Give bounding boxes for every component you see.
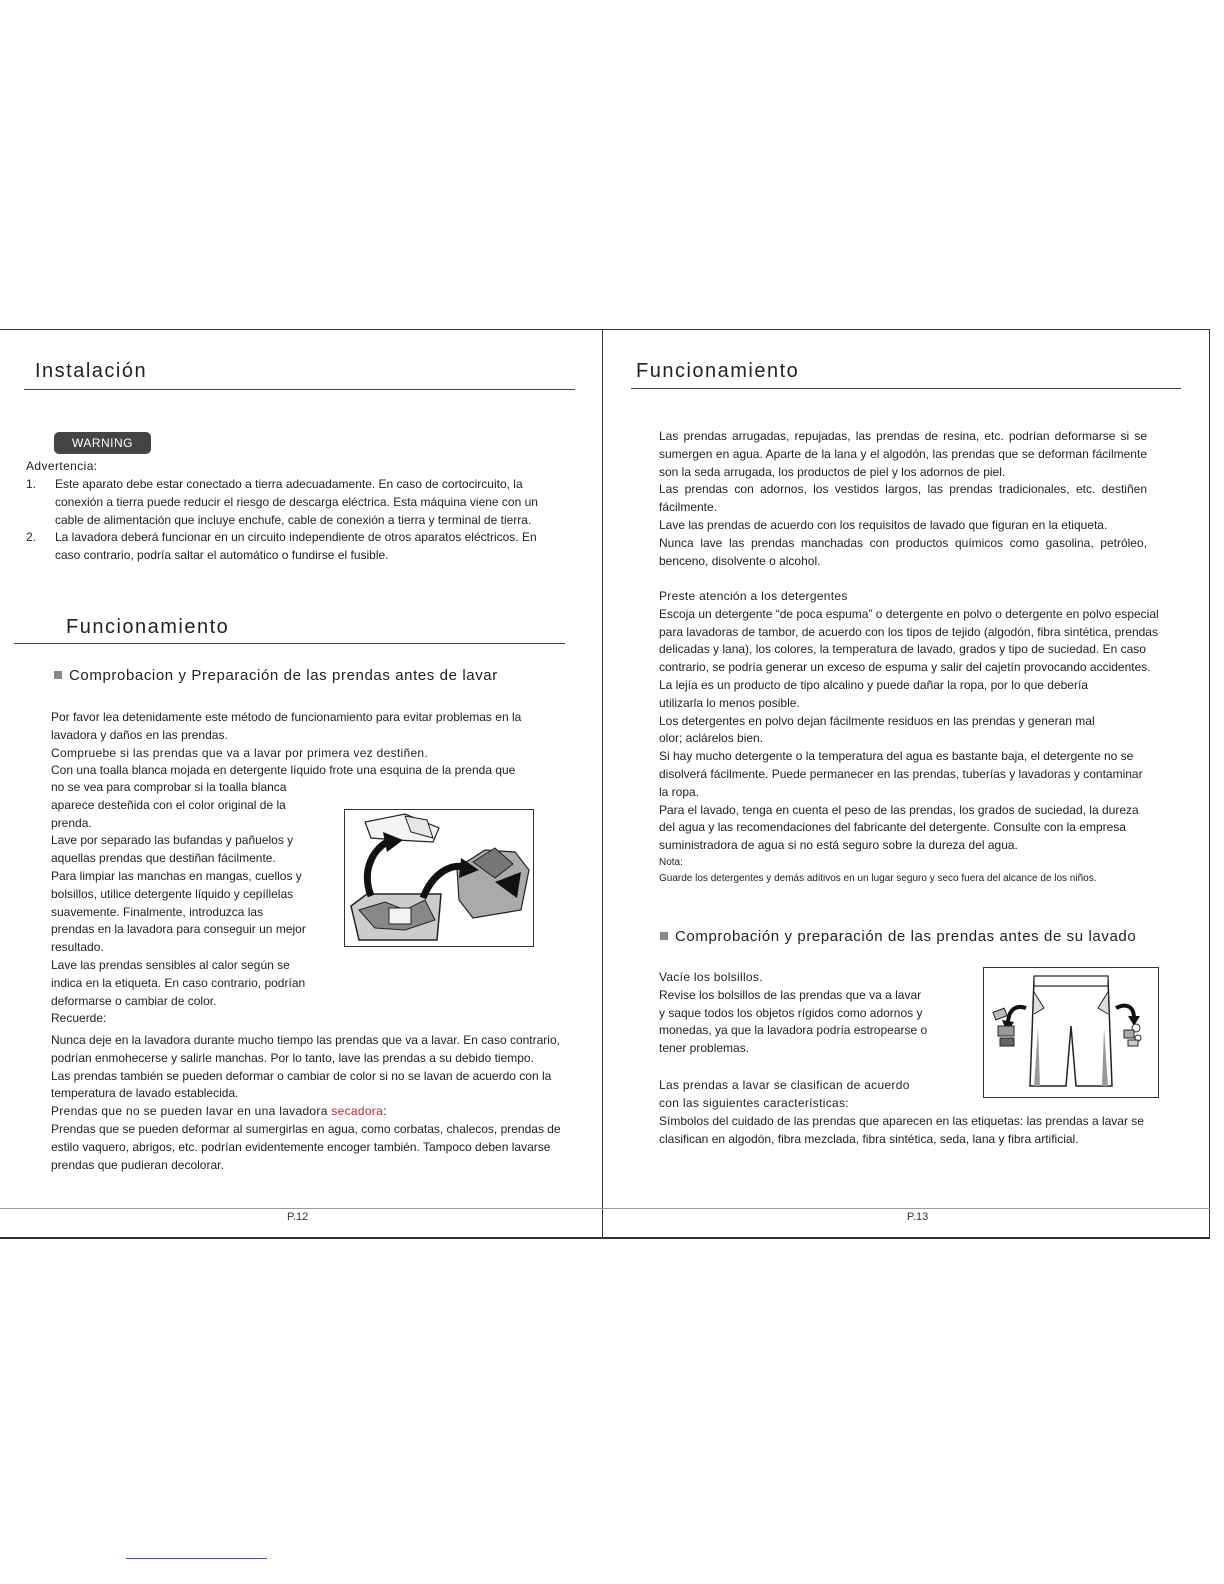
square-bullet-icon [660,932,668,940]
page-number-left: P.12 [287,1211,309,1223]
symbols-section [659,1113,1175,1149]
para-label: Lave las prendas de acuerdo con los requisitos de lavado que figuran en la etiqueta. [659,517,1108,532]
footer-link-underline [126,1558,267,1559]
footer-rule [0,1208,1210,1209]
left-body-bottom [51,1032,591,1174]
para-det5: Para el lavado, tenga en cuenta el peso de las prendas, los grados de suciedad, la dureza del agua y las recomendaciones del fabricante del detergente. Consulte con la empresa suministradora de agua si no está seguro sobre la dureza del agua. [659,802,1139,853]
det-heading: Preste atención a los detergentes [659,589,848,603]
pockets-text: Revise los bolsillos de las prendas que va a lavar y saque todos los objetos rígidos como adornos y monedas, ya que la lavadora podría estropearse o tener problemas. [659,987,928,1056]
para-det2: La lejía es un producto de tipo alcalino y puede dañar la ropa, por lo que debería utilizarla lo menos posible. [659,677,1088,710]
right-title-rule [631,388,1181,389]
nota-label: Nota: [659,856,683,868]
para-scarves: Lave por separado las bufandas y pañuelos y aquellas prendas que destiñan fácilmente. [51,833,294,866]
advertencia-label: Advertencia: [26,459,98,473]
para-heat: Lave las prendas sensibles al calor según se indica en la etiqueta. En caso contrario, podrían deformarse o cambiar de color. [51,957,306,1008]
left-body-narrow [51,779,306,1028]
para-intro: Por favor lea detenidamente este método de funcionamiento para evitar problemas en la lavadora y daños en las prendas. [51,710,522,742]
laundry-basket-icon [345,810,533,946]
right-page-edge [1209,329,1210,1238]
title-rule [24,389,575,390]
para-dryer: Prendas que no se pueden lavar en una lavadora secadora: [51,1104,387,1119]
para-towel-b: no se vea para comprobar si la toalla blanca aparece desteñida con el color original de la prenda. [51,780,287,830]
para-det1: Escoja un detergente “de poca espuma” o detergente en polvo o detergente en polvo especial para lavadoras de tambor, de acuerdo con los tipos de tejido (algodón, fibra sintética, prendas delicadas y lana), los colores, la temperatura de lavado, grados y tipo de suciedad. En caso contrario, se podría generar un exceso de espuma y salir del cajetín provocando accidentes. [659,606,1159,675]
subheading-left: Comprobacion y Preparación de las prendas antes de lavar [54,667,498,684]
spread-bottom-border [0,1237,1210,1239]
para-adornos: Las prendas con adornos, los vestidos largos, las prendas tradicionales, etc. destiñen fácilmente. [659,482,1147,515]
pockets-section [659,969,929,1058]
para-wrinkled: Las prendas arrugadas, repujadas, las prendas de resina, etc. podrían deformarse si se sumergen en agua. Aparte de la lana y el algodón, las prendas que se deforman fácilmente son la seda arrugada, los productos de piel y los adornos de piel. [659,429,1147,479]
warning-list [26,476,550,565]
secadora-highlight: secadora [331,1104,384,1119]
subheading-right: Comprobación y preparación de las prendas antes de su lavado [660,928,1136,945]
classify-section [659,1077,959,1113]
laundry-sorting-illustration [344,809,534,947]
spread-top-border [0,329,1210,330]
para-submerge: Prendas que se pueden deformar al sumergirlas en agua, como corbatas, chalecos, prendas de estilo vaquero, abrigos, etc. podrían evidentemente encoger también. Tampoco deben lavarse prendas que pudieran decolorar. [51,1121,561,1172]
warning-item-2: 2. La lavadora deberá funcionar en un circuito independiente de otros aparatos eléctricos. En caso contrario, podría saltar el automático o fundirse el fusible. [26,530,537,563]
warning-badge: WARNING [54,432,151,454]
pockets-title: Vacíe los bolsillos. [659,970,763,984]
section-title-instalacion: Instalación [35,360,148,382]
para-det3: Los detergentes en polvo dejan fácilmente residuos en las prendas y generan mal olor; aclárelos bien. [659,713,1095,746]
para-stains: Para limpiar las manchas en mangas, cuellos y bolsillos, utilice detergente líquido y cepíllelas suavemente. Finalmente, introduzca las prendas en la lavadora para conseguir un mejor resultado. [51,868,306,955]
empty-pockets-illustration [983,967,1159,1098]
op-title-rule [14,643,565,644]
para-deform: Las prendas también se pueden deformar o cambiar de color si no se lavan de acuerdo con la temperatura de lavado establecida. [51,1068,552,1101]
symbols-text: Símbolos del cuidado de las prendas que aparecen en las etiquetas: las prendas a lavar se clasifican en algodón, fibra mezclada, fibra sintética, seda, lana y fibra artificial. [659,1114,1144,1146]
section-title-funcionamiento-left: Funcionamiento [66,616,230,638]
classify-line-a: Las prendas a lavar se clasifican de acuerdo [659,1078,910,1092]
warning-item-1: 1. Este aparato debe estar conectado a tierra adecuadamente. En caso de cortocircuito, la conexión a tierra puede reducir el riesgo de descarga eléctrica. Esta máquina viene con un cable de alimentación que incluye enchufe, cable de conexión a tierra y terminal de tierra. [26,477,538,527]
page-divider [602,329,603,1238]
left-body-top [51,709,551,780]
classify-line-b: con las siguientes características: [659,1095,849,1110]
para-towel-a: Con una toalla blanca mojada en detergente líquido frote una esquina de la prenda que [51,763,516,778]
section-title-funcionamiento-right: Funcionamiento [636,360,800,382]
para-chem: Nunca lave las prendas manchadas con productos químicos como gasolina, petróleo, benceno, disolvente o alcohol. [659,535,1147,568]
page-number-right: P.13 [907,1211,929,1223]
detergent-section [659,588,1159,887]
nota-text: Guarde los detergentes y demás aditivos en un lugar seguro y seco fuera del alcance de los niños. [659,872,1097,884]
trousers-pocket-icon [984,968,1158,1097]
para-det4: Si hay mucho detergente o la temperatura del agua es bastante baja, el detergente no se disolverá fácilmente. Puede permanecer en las prendas, tuberías y lavadoras y contaminar la ropa. [659,749,1143,799]
recuerde-label: Recuerde: [51,1011,107,1026]
right-body-top [659,428,1147,570]
para-check: Compruebe si las prendas que va a lavar por primera vez destiñen. [51,745,429,760]
square-bullet-icon [54,671,62,679]
para-remember: Nunca deje en la lavadora durante mucho tiempo las prendas que va a lavar. En caso contrario, podrían enmohecerse y salirle manchas. Por lo tanto, lave las prendas a su debido tiempo. [51,1033,560,1065]
